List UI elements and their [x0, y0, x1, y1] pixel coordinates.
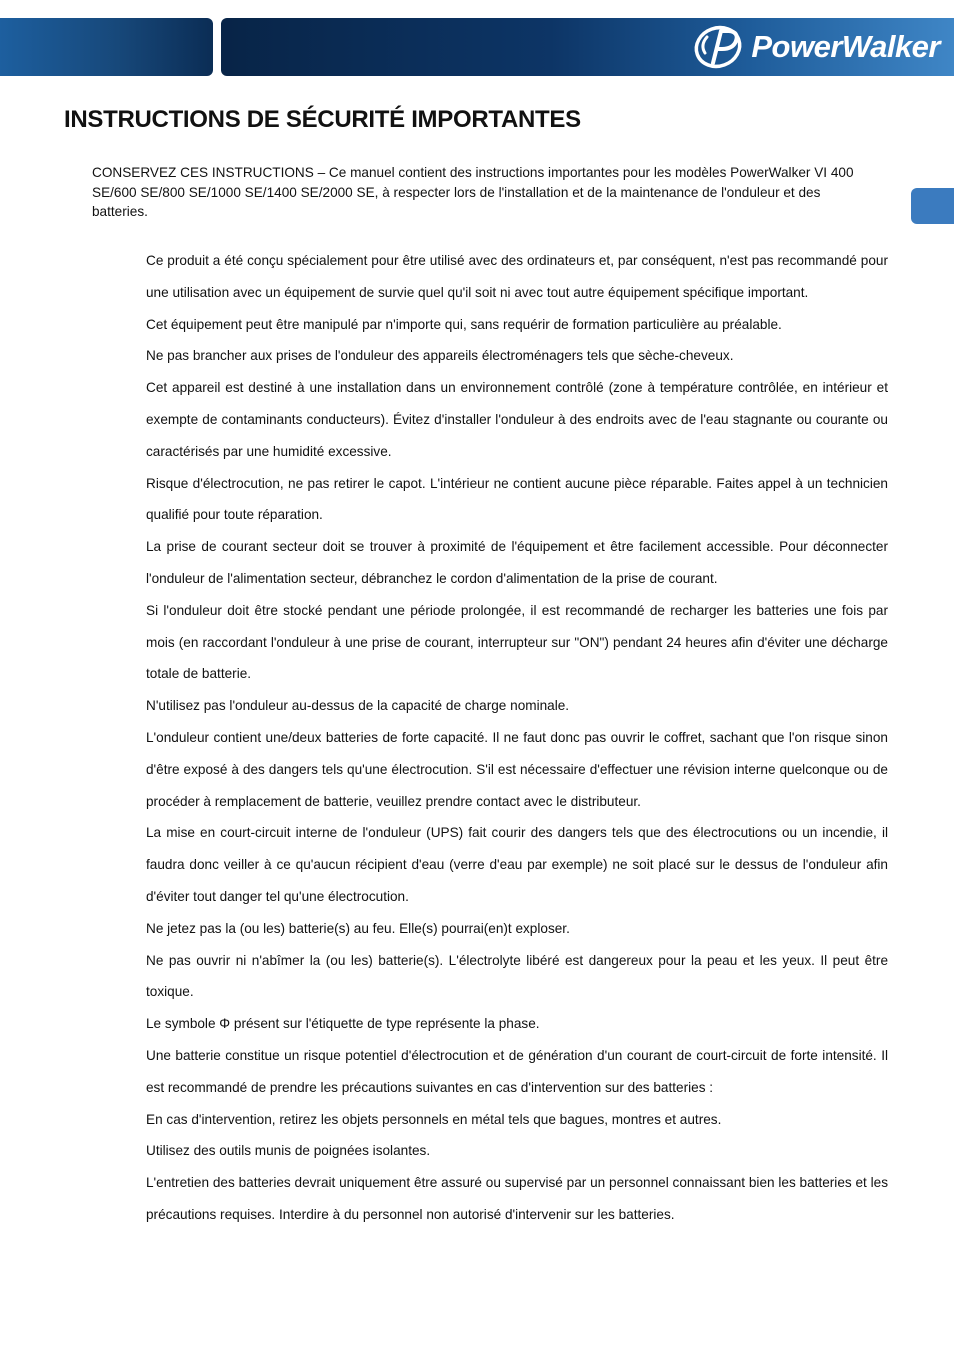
- list-item: Ce produit a été conçu spécialement pour être utilisé avec des ordinateurs et, par conséquent, n'est pas recommandé pour une utilisation avec un équipement de survie quel qu'il soit ni avec tout autre équipement spécifique important.: [146, 253, 888, 300]
- list-item: Ne pas ouvrir ni n'abîmer la (ou les) batterie(s). L'électrolyte libéré est dangereux pour la peau et les yeux. Il peut être toxique.: [146, 952, 888, 1000]
- list-item: Le symbole Φ présent sur l'étiquette de type représente la phase.: [146, 1016, 540, 1032]
- list-item: La mise en court-circuit interne de l'onduleur (UPS) fait courir des dangers tels que des électrocutions ou un incendie, il faudra donc veiller à ce qu'aucun récipient d'eau (verre d'eau par exemple) ne soit placé sur le dessus de l'onduleur afin d'éviter tout danger tel qu'une électrocution.: [146, 825, 888, 904]
- list-item: Si l'onduleur doit être stocké pendant une période prolongée, il est recommandé de recharger les batteries une fois par mois (en raccordant l'onduleur à une prise de courant, interrupteur sur "ON") pendant 24 heures afin d'éviter une décharge totale de batterie.: [146, 602, 888, 682]
- intro-paragraph: CONSERVEZ CES INSTRUCTIONS – Ce manuel contient des instructions importantes pour les modèles PowerWalker VI 400 SE/600 SE/800 SE/1000 SE/1400 SE/2000 SE, à respecter lors de l'installation et de la maintenance de l'onduleur et des batteries.: [92, 165, 854, 219]
- list-item: En cas d'intervention, retirez les objets personnels en métal tels que bagues, montres et autres.: [146, 1111, 722, 1127]
- list-item: La prise de courant secteur doit se trouver à proximité de l'équipement et être facilement accessible. Pour déconnecter l'onduleur de l'alimentation secteur, débranchez le cordon d'alimentation de la prise de courant.: [146, 539, 888, 586]
- list-item: Ne jetez pas la (ou les) batterie(s) au feu. Elle(s) pourrai(en)t exploser.: [146, 920, 570, 936]
- powerwalker-logo-icon: [691, 23, 749, 71]
- safety-instructions-list: [146, 245, 888, 1231]
- brand-name: PowerWalker: [751, 29, 940, 64]
- brand-logo: [691, 22, 940, 72]
- list-item: Ne pas brancher aux prises de l'onduleur des appareils électroménagers tels que sèche-cheveux.: [146, 348, 734, 364]
- list-item: Risque d'électrocution, ne pas retirer le capot. L'intérieur ne contient aucune pièce réparable. Faites appel à un technicien qualifié pour toute réparation.: [146, 475, 888, 523]
- list-item: Cet appareil est destiné à une installation dans un environnement contrôlé (zone à température contrôlée, en intérieur et exempte de contaminants conducteurs). Évitez d'installer l'onduleur à des endroits avec de l'eau stagnante ou courante ou caractérisés par une humidité excessive.: [146, 380, 888, 459]
- list-item: Cet équipement peut être manipulé par n'importe qui, sans requérir de formation particulière au préalable.: [146, 316, 782, 332]
- list-item: L'onduleur contient une/deux batteries de forte capacité. Il ne faut donc pas ouvrir le coffret, sachant que l'on risque sinon d'être exposé à des dangers tels qu'une électrocution. S'il est nécessaire d'effectuer une révision interne quelconque ou de procéder à remplacement de batterie, veuillez prendre contact avec le distributeur.: [146, 729, 888, 809]
- page-title: INSTRUCTIONS DE SÉCURITÉ IMPORTANTES: [64, 106, 581, 133]
- list-item: N'utilisez pas l'onduleur au-dessus de la capacité de charge nominale.: [146, 698, 570, 714]
- side-page-tab: [911, 188, 954, 224]
- list-item: Une batterie constitue un risque potentiel d'électrocution et de génération d'un courant de court-circuit de forte intensité. Il est recommandé de prendre les précautions suivantes en cas d'intervention sur des batteries :: [146, 1047, 888, 1095]
- header-left-bar: [0, 18, 213, 76]
- header-banner: [221, 18, 954, 76]
- list-item: L'entretien des batteries devrait uniquement être assuré ou supervisé par un personnel connaissant bien les batteries et les précautions requises. Interdire à du personnel non autorisé d'intervenir sur les batteries.: [146, 1175, 888, 1222]
- list-item: Utilisez des outils munis de poignées isolantes.: [146, 1143, 431, 1159]
